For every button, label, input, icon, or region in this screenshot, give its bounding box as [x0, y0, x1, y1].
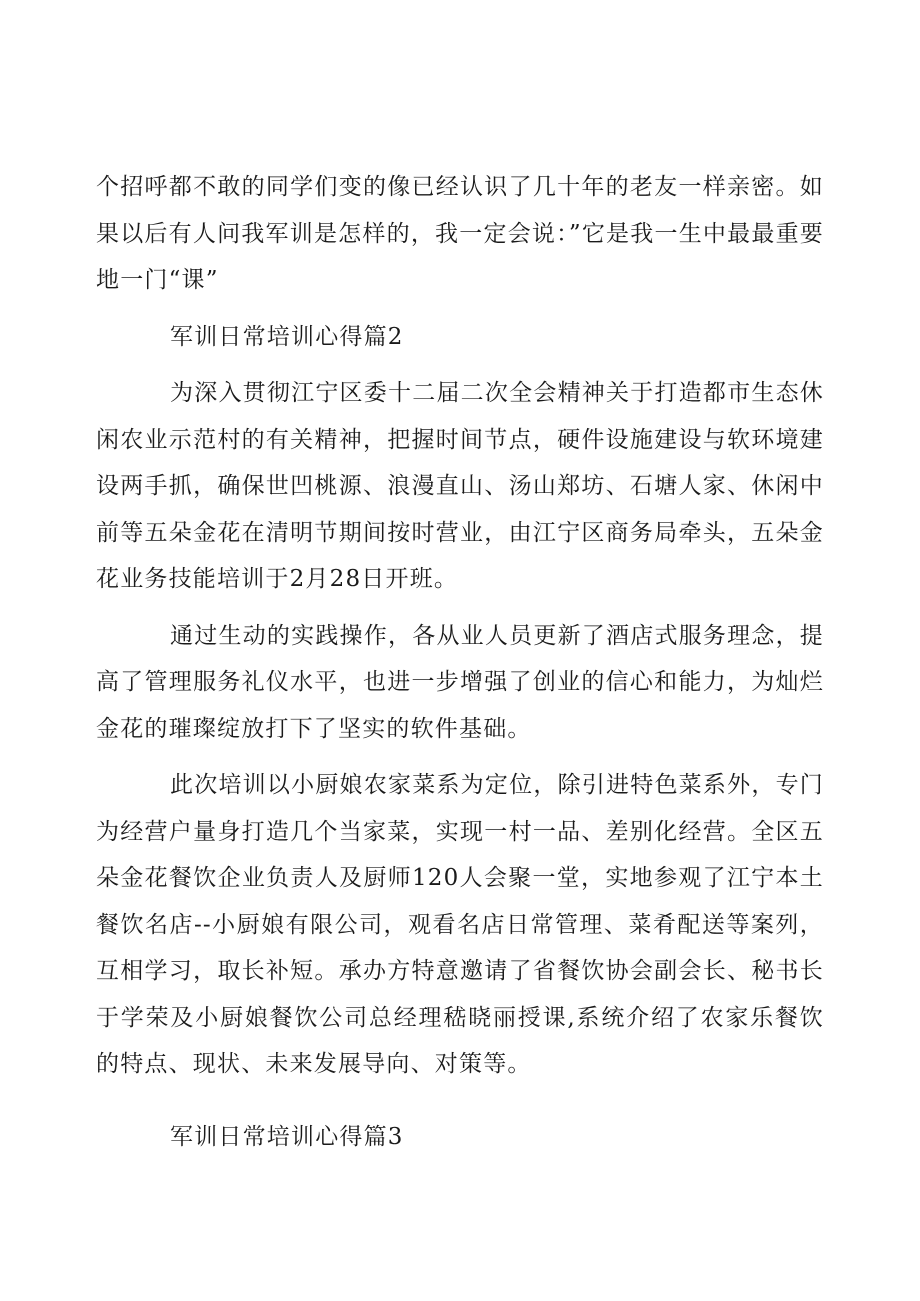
section-heading-3: 军训日常培训心得篇3: [170, 1123, 404, 1150]
continuation-paragraph: 个招呼都不敢的同学们变的像已经认识了几十年的老友一样亲密。如果以后有人问我军训是怎样的，我一定会说：”它是我一生中最最重要地一门“课”: [96, 174, 824, 293]
body-paragraph-1: 为深入贯彻江宁区委十二届二次全会精神关于打造都市生态休闲农业示范村的有关精神，把握时间节点，硬件设施建设与软环境建设两手抓，确保世凹桃源、浪漫直山、汤山郑坊、石塘人家、休闲中前等五朵金花在清明节期间按时营业，由江宁区商务局牵头，五朵金花业务技能培训于2月28日开班。: [96, 380, 824, 592]
body-paragraph-3: 此次培训以小厨娘农家菜系为定位，除引进特色菜系外，专门为经营户量身打造几个当家菜，实现一村一品、差别化经营。全区五朵金花餐饮企业负责人及厨师120人会聚一堂，实地参观了江宁本土餐饮名店--小厨娘有限公司，观看名店日常管理、菜肴配送等案列，互相学习，取长补短。承办方特意邀请了省餐饮协会副会长、秘书长于学荣及小厨娘餐饮公司总经理嵇晓丽授课,系统介绍了农家乐餐饮的特点、现状、未来发展导向、对策等。: [96, 772, 824, 1077]
document-body: [96, 164, 824, 1160]
section-heading-2: 军训日常培训心得篇2: [170, 323, 404, 350]
body-paragraph-2: 通过生动的实践操作，各从业人员更新了酒店式服务理念，提高了管理服务礼仪水平，也进一步增强了创业的信心和能力，为灿烂金花的璀璨绽放打下了坚实的软件基础。: [96, 622, 824, 742]
